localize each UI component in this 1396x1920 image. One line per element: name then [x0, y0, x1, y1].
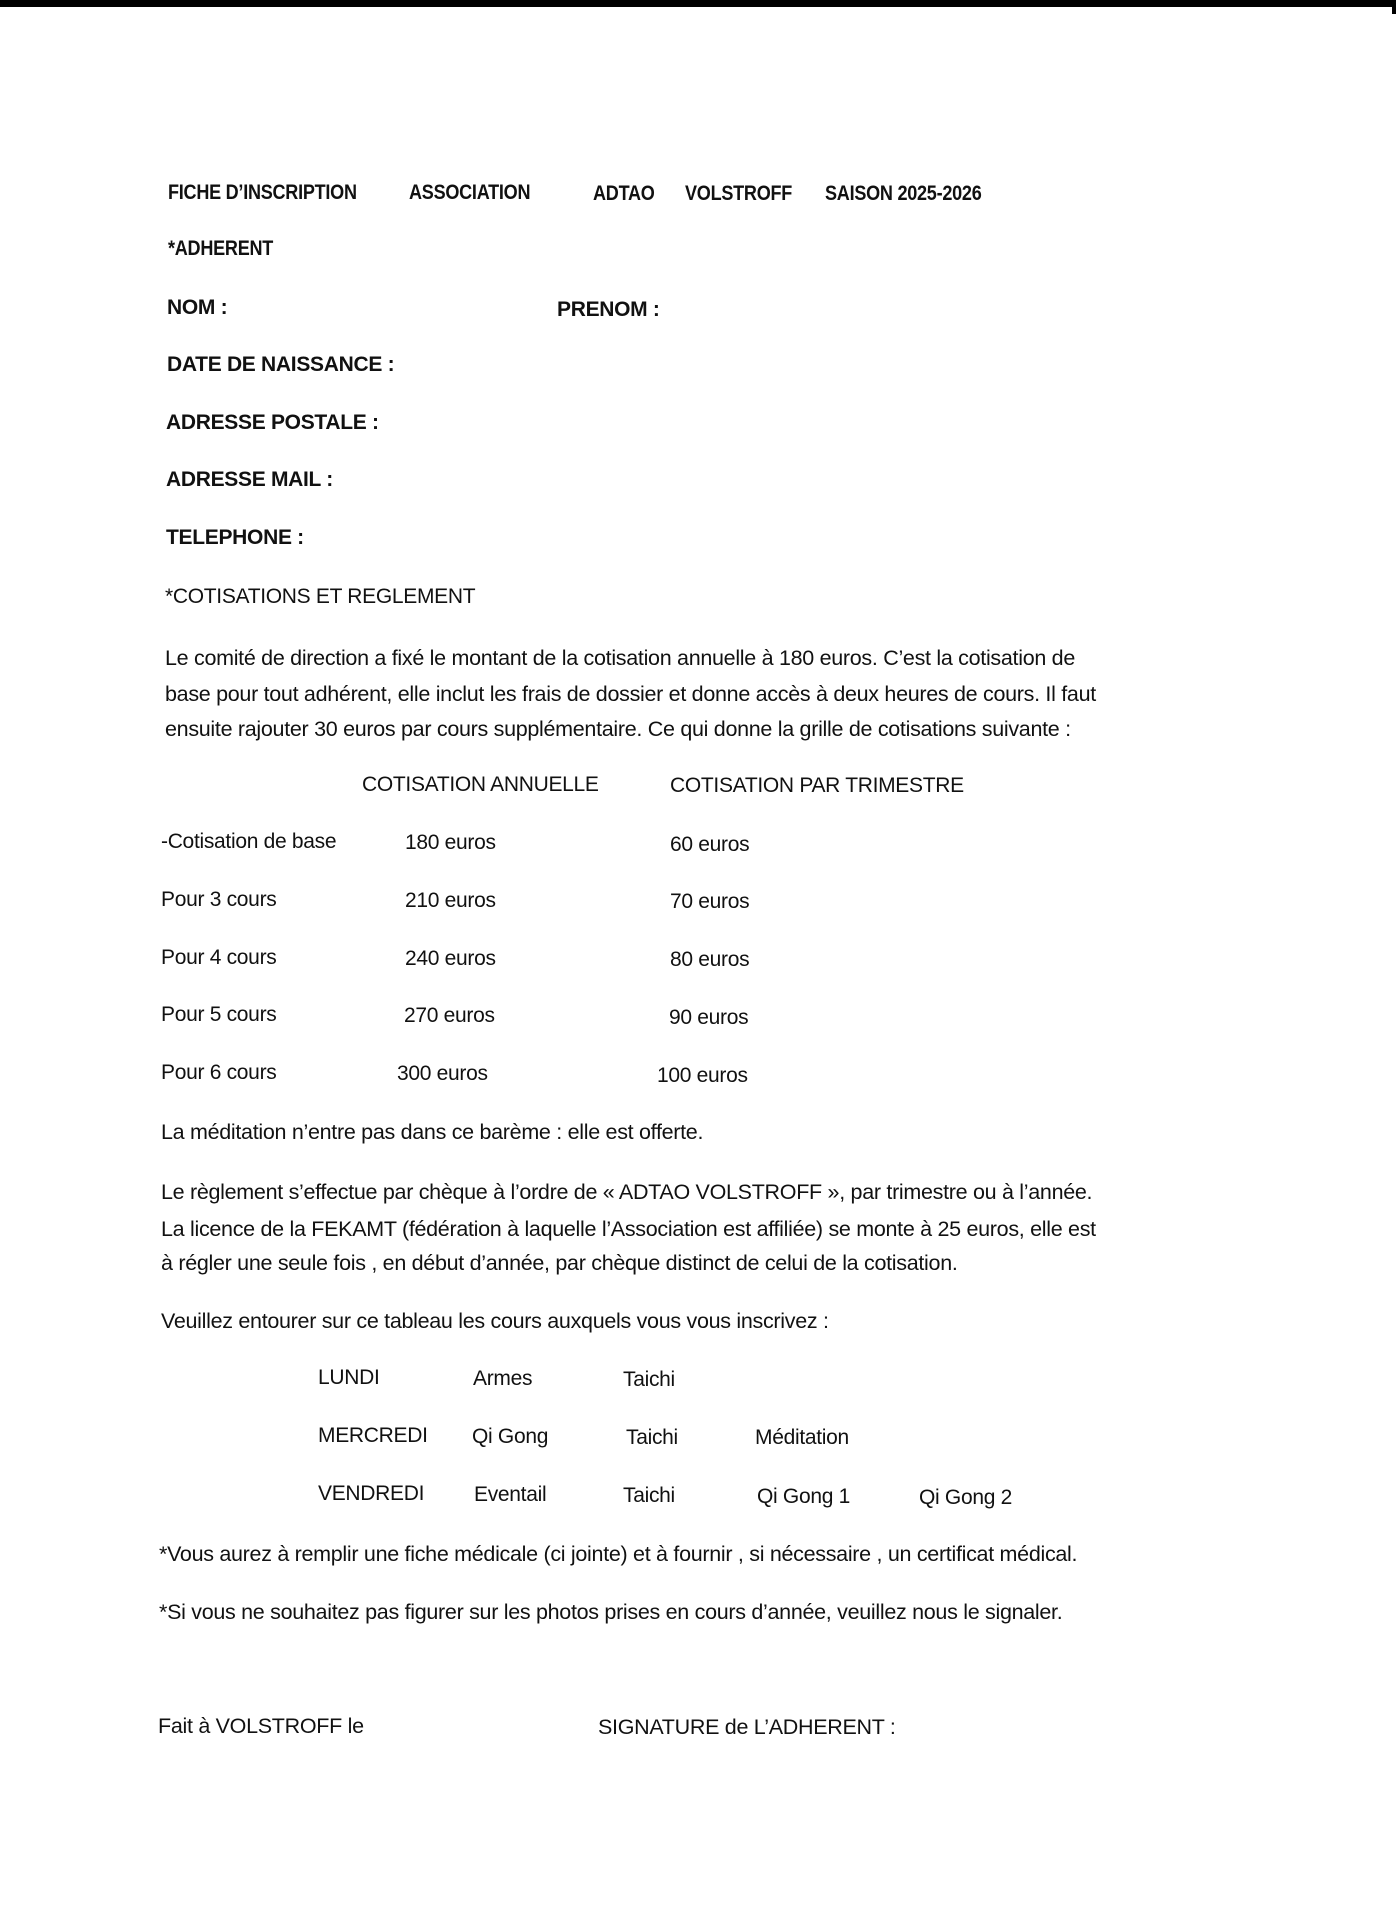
field-telephone-label: TELEPHONE :	[166, 526, 304, 549]
course-option[interactable]: Méditation	[755, 1426, 849, 1449]
note-medical: *Vous aurez à remplir une fiche médicale (ci jointe) et à fournir , si nécessaire , un certificat médical.	[159, 1542, 1078, 1566]
scan-border-right	[1392, 0, 1396, 14]
reglement-line-1: Le règlement s’effectue par chèque à l’ordre de « ADTAO VOLSTROFF », par trimestre ou à l’année.	[161, 1180, 1093, 1204]
row-annual: 240 euros	[405, 947, 496, 970]
footer-signature-label: SIGNATURE de L’ADHERENT :	[598, 1715, 896, 1739]
scan-border-top	[0, 0, 1396, 7]
note-photos: *Si vous ne souhaitez pas figurer sur les photos prises en cours d’année, veuillez nous le signaler.	[159, 1600, 1063, 1624]
title-association: ASSOCIATION	[409, 181, 531, 204]
intro-line-2: base pour tout adhérent, elle inclut les frais de dossier et donne accès à deux heures de cours. Il faut	[165, 682, 1096, 706]
course-option[interactable]: Armes	[473, 1367, 533, 1390]
table-header-quarterly: COTISATION PAR TRIMESTRE	[670, 774, 964, 797]
day-label: LUNDI	[318, 1366, 380, 1389]
day-label: MERCREDI	[318, 1424, 428, 1447]
row-quarterly: 100 euros	[657, 1064, 748, 1087]
row-quarterly: 70 euros	[670, 890, 750, 913]
row-label: Pour 3 cours	[161, 888, 277, 911]
title-fiche-inscription: FICHE D’INSCRIPTION	[168, 181, 357, 204]
course-option[interactable]: Qi Gong	[472, 1425, 549, 1448]
field-nom-label: NOM :	[167, 296, 228, 319]
field-adresse-mail-label: ADRESSE MAIL :	[166, 468, 333, 491]
row-label: Pour 6 cours	[161, 1061, 277, 1084]
course-option[interactable]: Eventail	[474, 1483, 547, 1506]
meditation-note: La méditation n’entre pas dans ce barème : elle est offerte.	[161, 1120, 704, 1144]
row-annual: 300 euros	[397, 1062, 488, 1085]
reglement-line-2: La licence de la FEKAMT (fédération à laquelle l’Association est affiliée) se monte à 25 euros, elle est	[161, 1217, 1096, 1241]
intro-line-1: Le comité de direction a fixé le montant de la cotisation annuelle à 180 euros. C’est la cotisation de	[165, 646, 1075, 670]
field-adresse-postale-label: ADRESSE POSTALE :	[166, 411, 379, 434]
row-annual: 270 euros	[404, 1004, 495, 1027]
course-option[interactable]: Taichi	[623, 1368, 675, 1391]
reglement-line-3: à régler une seule fois , en début d’année, par chèque distinct de celui de la cotisation.	[161, 1251, 958, 1275]
row-label: Pour 4 cours	[161, 946, 277, 969]
row-quarterly: 80 euros	[670, 948, 750, 971]
course-option[interactable]: Qi Gong 2	[919, 1486, 1013, 1509]
course-option[interactable]: Qi Gong 1	[757, 1485, 851, 1508]
row-label: -Cotisation de base	[161, 830, 337, 853]
row-label: Pour 5 cours	[161, 1003, 277, 1026]
course-option[interactable]: Taichi	[626, 1426, 678, 1449]
title-volstroff: VOLSTROFF	[685, 182, 793, 205]
day-label: VENDREDI	[318, 1482, 425, 1505]
row-quarterly: 60 euros	[670, 833, 750, 856]
course-option[interactable]: Taichi	[623, 1484, 675, 1507]
title-adtao: ADTAO	[593, 182, 655, 205]
row-quarterly: 90 euros	[669, 1006, 749, 1029]
footer-place-date: Fait à VOLSTROFF le	[158, 1714, 364, 1738]
courses-instruction: Veuillez entourer sur ce tableau les cours auxquels vous vous inscrivez :	[161, 1309, 829, 1333]
table-header-annual: COTISATION ANNUELLE	[362, 773, 599, 796]
section-cotisations: *COTISATIONS ET REGLEMENT	[165, 585, 476, 608]
intro-line-3: ensuite rajouter 30 euros par cours supplémentaire. Ce qui donne la grille de cotisations suivante :	[165, 717, 1071, 741]
field-prenom-label: PRENOM :	[557, 298, 660, 321]
title-saison: SAISON 2025-2026	[825, 182, 982, 205]
row-annual: 210 euros	[405, 889, 496, 912]
row-annual: 180 euros	[405, 831, 496, 854]
section-adherent: *ADHERENT	[168, 237, 274, 260]
field-date-naissance-label: DATE DE NAISSANCE :	[167, 353, 395, 376]
